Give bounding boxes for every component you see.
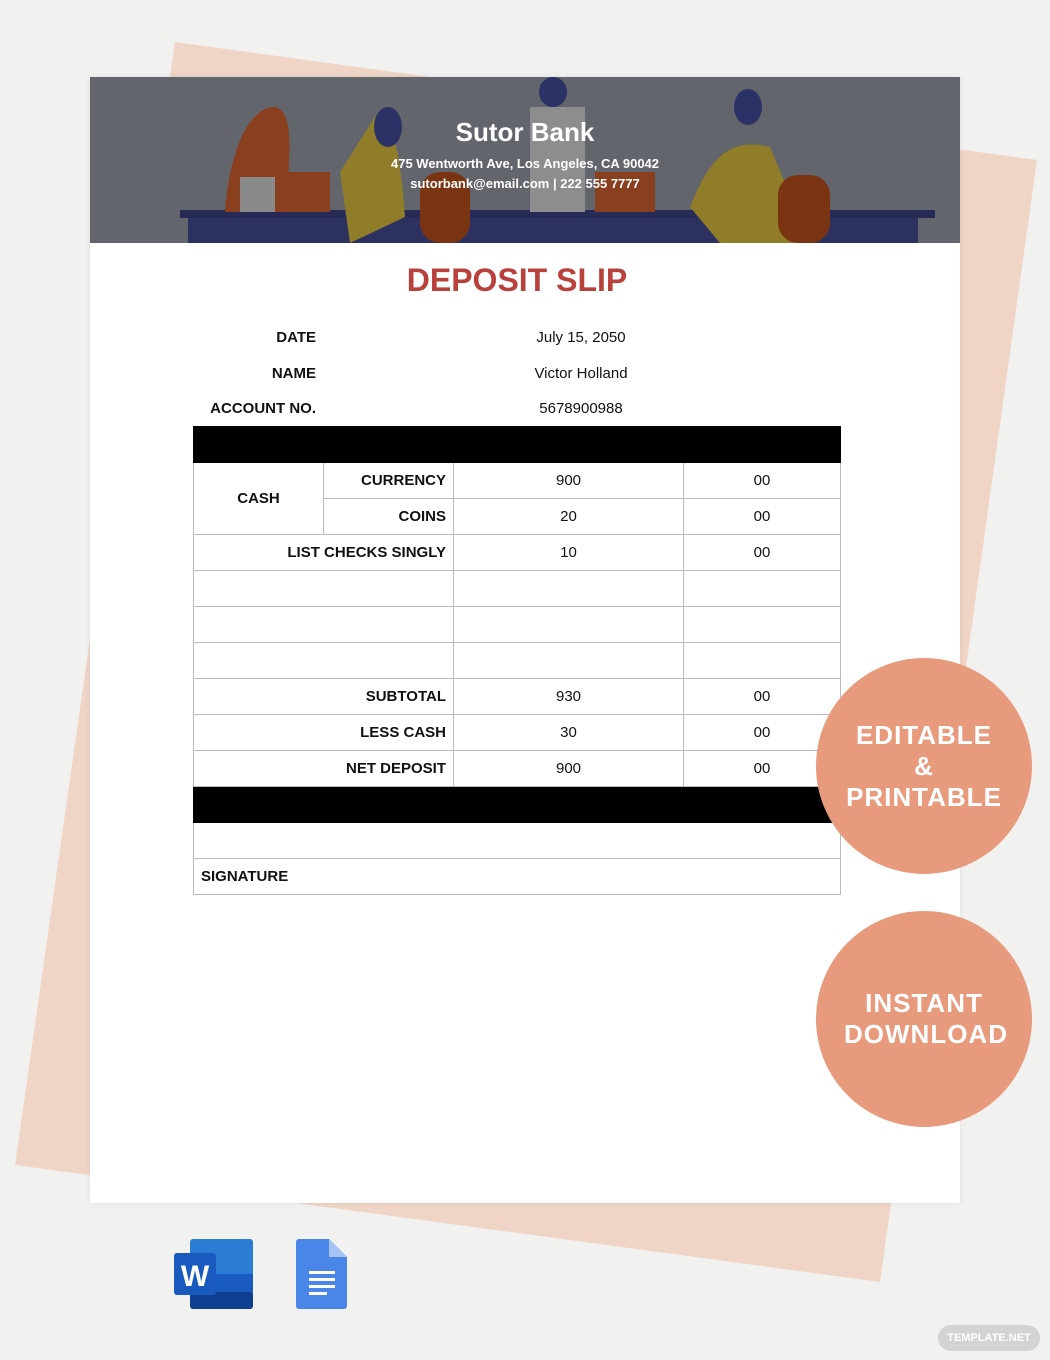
date-label: DATE	[276, 329, 316, 346]
document-title: DEPOSIT SLIP	[406, 262, 628, 298]
currency-dollars: 900	[454, 463, 684, 499]
net-deposit-cents: 00	[684, 751, 841, 787]
checks-label: LIST CHECKS SINGLY	[194, 535, 454, 571]
coins-label: COINS	[324, 499, 454, 535]
download-badge-text: INSTANT DOWNLOAD	[844, 988, 1008, 1049]
currency-cents: 00	[684, 463, 841, 499]
table-row	[194, 463, 841, 499]
deposit-table	[193, 426, 841, 895]
less-cash-dollars: 30	[454, 715, 684, 751]
date-value: July 15, 2050	[536, 329, 626, 346]
checks-cents: 00	[684, 535, 841, 571]
table-row-empty	[194, 607, 841, 643]
name-label: NAME	[271, 365, 316, 382]
table-divider-bar	[194, 787, 841, 823]
header-banner	[90, 77, 960, 243]
cash-label: CASH	[194, 463, 324, 535]
table-row-empty	[194, 643, 841, 679]
checks-dollars: 10	[454, 535, 684, 571]
table-header-bar	[194, 427, 841, 463]
coins-dollars: 20	[454, 499, 684, 535]
table-row	[194, 715, 841, 751]
template-net-watermark: TEMPLATE.NET	[938, 1325, 1040, 1351]
editable-badge-text: EDITABLE & PRINTABLE	[846, 719, 1002, 812]
less-cash-cents: 00	[684, 715, 841, 751]
word-icon	[172, 1238, 256, 1310]
subtotal-cents: 00	[684, 679, 841, 715]
svg-text:W: W	[180, 1260, 210, 1293]
editable-badge	[816, 658, 1032, 874]
bank-name: Sutor Bank	[455, 117, 595, 147]
less-cash-label: LESS CASH	[194, 715, 454, 751]
net-deposit-label: NET DEPOSIT	[194, 751, 454, 787]
currency-label: CURRENCY	[324, 463, 454, 499]
net-deposit-dollars: 900	[454, 751, 684, 787]
table-row-empty	[194, 571, 841, 607]
table-row	[194, 535, 841, 571]
google-docs-icon	[295, 1238, 349, 1310]
subtotal-label: SUBTOTAL	[194, 679, 454, 715]
table-row	[194, 679, 841, 715]
account-label: ACCOUNT NO.	[210, 400, 316, 417]
download-badge	[816, 911, 1032, 1127]
account-value: 5678900988	[539, 400, 623, 417]
bank-contact: sutorbank@email.com | 222 555 7777	[410, 176, 640, 191]
subtotal-dollars: 930	[454, 679, 684, 715]
signature-label: SIGNATURE	[194, 859, 841, 895]
table-row-empty	[194, 823, 841, 859]
coins-cents: 00	[684, 499, 841, 535]
name-value: Victor Holland	[534, 365, 628, 382]
table-row	[194, 751, 841, 787]
bank-address: 475 Wentworth Ave, Los Angeles, CA 90042	[390, 156, 660, 171]
signature-row	[194, 859, 841, 895]
